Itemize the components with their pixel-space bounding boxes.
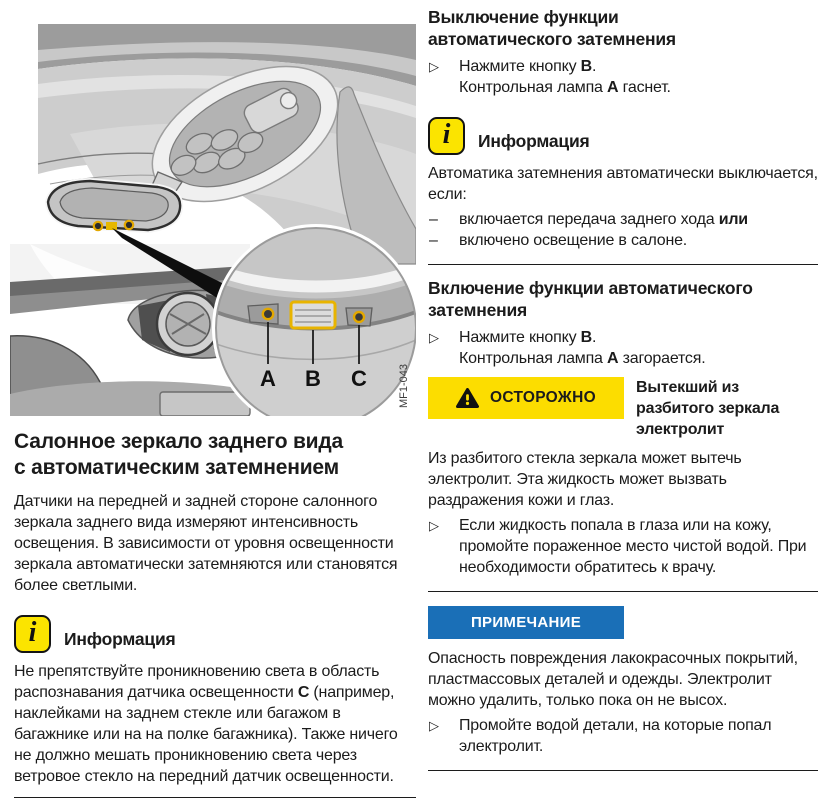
info-block-right [428, 117, 818, 155]
page-title: Салонное зеркало заднего вида с автоматическим затемнением [14, 430, 343, 479]
figure-label-b: B [305, 366, 321, 391]
intro-paragraph: Датчики на передней и задней стороне салонного зеркала заднего вида измеряют интенсивность освещения. В зависимости от уровня освещенности зеркала автоматически затемняются или становятся более светлыми. [14, 493, 398, 594]
warning-label: ОСТОРОЖНО [490, 389, 596, 406]
dash-marker: – [429, 211, 438, 228]
mirror-button-highlight [106, 222, 117, 230]
step-rinse-skin [428, 515, 818, 578]
list-item: – включается передача заднего хода или [429, 211, 748, 228]
info-label: Информация [478, 131, 590, 151]
heading-auto-dim-on: Включение функции автоматического затемнения [428, 278, 753, 320]
info-icon: i [428, 117, 465, 155]
info-block-left [14, 615, 416, 653]
divider [428, 264, 818, 265]
step-text: Нажмите кнопку B. Контрольная лампа A гаснет. [459, 58, 671, 96]
note-paragraph: Опасность повреждения лакокрасочных покрытий, пластмассовых деталей и одежды. Электролит можно удалить, только пока он не высох. [428, 650, 798, 709]
figure-caption: MF1-043 [398, 363, 410, 408]
warning-title: Вытекший из разбитого зеркала электролит [636, 379, 780, 438]
step-press-b-on [428, 327, 818, 369]
step-text: Промойте водой детали, на которые попал электролит. [459, 717, 772, 755]
mirror-illustration [10, 14, 416, 421]
warning-banner [428, 377, 624, 419]
warning-block [428, 377, 818, 440]
car-interior-drawing [10, 14, 416, 416]
button-b [291, 302, 335, 328]
step-press-b-off [428, 56, 818, 98]
info-intro: Автоматика затемнения автоматически выключается, если: [428, 165, 818, 203]
figure-label-a: A [260, 366, 276, 391]
list-item: – включено освещение в салоне. [429, 232, 688, 249]
heading-auto-dim-off: Выключение функции автоматического затемнения [428, 7, 676, 49]
info-icon: i [14, 615, 51, 653]
left-column [14, 0, 416, 798]
step-text: Нажмите кнопку B. Контрольная лампа A загорается. [459, 329, 706, 367]
info-label: Информация [64, 629, 176, 649]
step-marker: ▷ [429, 718, 439, 733]
light-sensor-c [354, 312, 364, 322]
warning-paragraph: Из разбитого стекла зеркала может вытечь электролит. Эта жидкость может вызвать раздражения кожи и глаз. [428, 450, 742, 509]
step-marker: ▷ [429, 59, 439, 74]
indicator-lamp-a [263, 309, 273, 319]
divider [14, 797, 416, 798]
mirror-sensor-highlight [125, 221, 133, 229]
dash-marker: – [429, 232, 438, 249]
divider [428, 591, 818, 592]
step-marker: ▷ [429, 518, 439, 533]
mirror-led-highlight [94, 222, 102, 230]
right-column [428, 6, 818, 783]
step-marker: ▷ [429, 330, 439, 345]
step-rinse-parts [428, 715, 818, 757]
warning-triangle-icon [456, 388, 479, 408]
note-banner: ПРИМЕЧАНИЕ [428, 606, 624, 639]
info-paragraph-left: Не препятствуйте проникновению света в область распознавания датчика освещенности C (например, наклейками на заднем стекле или багажом в багажнике или на на полке багажника). Также ничего не должно мешать проникновению света через ветровое стекло на передний датчик освещенности. [14, 663, 398, 785]
figure-label-c: C [351, 366, 367, 391]
divider [428, 770, 818, 771]
step-text: Если жидкость попала в глаза или на кожу, промойте пораженное место чистой водой. При необходимости обратитесь к врачу. [459, 517, 807, 576]
